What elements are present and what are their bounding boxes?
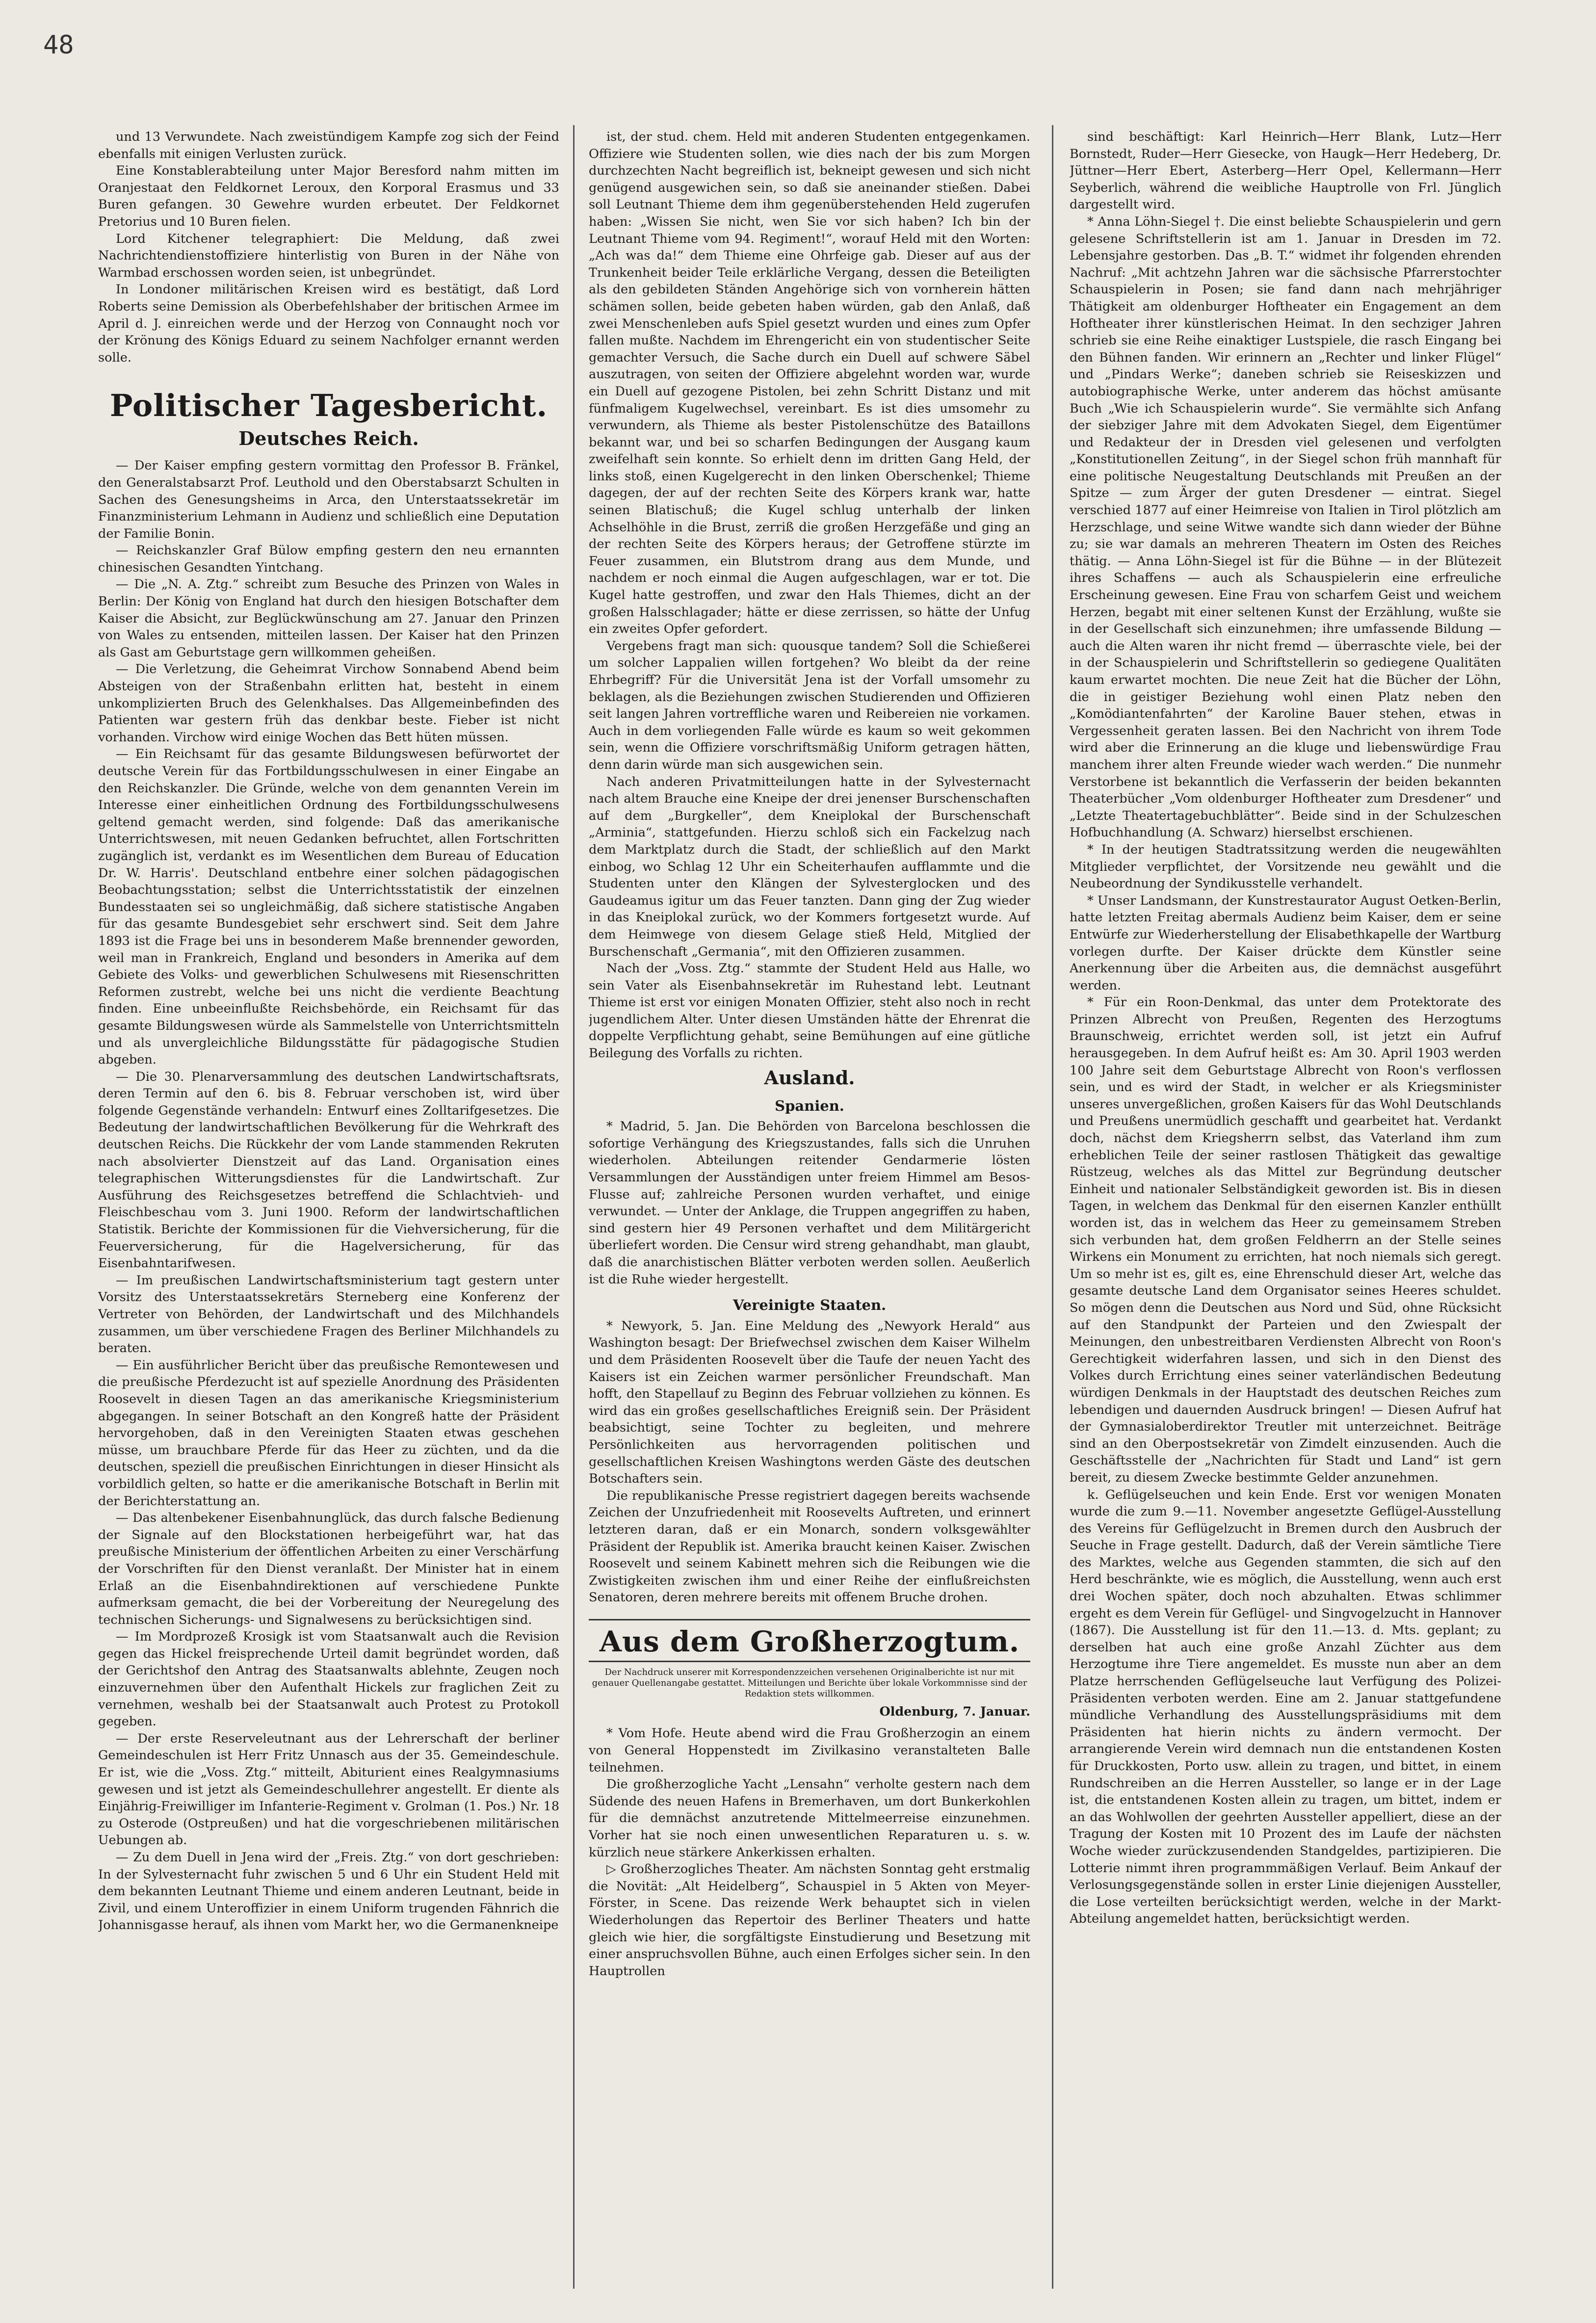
paragraph: In Londoner militärischen Kreisen wird es bestätigt, daß Lord Roberts seine Demission als Oberbefehlshaber der britischen Armee im April d. J. einreichen werde und der Herzog von Connaught noch vor der Krönung des Königs Eduard zu seinem Nachfolger ernannt werden solle. [98, 282, 559, 365]
paragraph: Vergebens fragt man sich: quousque tandem? Soll die Schießerei um solcher Lappalien willen fortgehen? Wo bleibt da der reine Ehrbegriff? Für die Universität Jena ist der Vorfall umsomehr zu beklagen, als die Beziehungen zwischen Studierenden und Offizieren seit langen Jahren vortreffliche waren und Reibereien nie vorkamen. Auch in dem vorliegenden Falle würde es kaum so weit gekommen sein, wenn die Offiziere vorschriftsmäßig Uniform getragen hätten, denn darin würde man sich ausgewichen sein. [589, 638, 1030, 772]
section-title: Politischer Tagesbericht. [109, 388, 548, 424]
subsection-title: Deutsches Reich. [238, 427, 419, 450]
column-1 [98, 129, 559, 2279]
paragraph: — Der erste Reserveleutnant aus der Lehrerschaft der berliner Gemeindeschulen ist Herr Fritz Unnasch aus der 35. Gemeindeschule. Er ist, wie die „Voss. Ztg.“ mitteilt, Abiturient eines Realgymnasiums gewesen und ist jetzt als Gemeindeschullehrer angestellt. Er diente als Einjährig-Freiwilliger im Infanterie-Regiment v. Grolman (1. Pos.) Nr. 18 zu Osterode (Ostpreußen) und hat die vorgeschriebenen militärischen Uebungen ab. [98, 1731, 559, 1848]
column-rule [1052, 125, 1053, 2289]
heading-spanien: Spanien. [775, 1097, 844, 1114]
page-number: 48 [43, 30, 74, 60]
paragraph: * In der heutigen Stadtratssitzung werden die neugewählten Mitglieder verpflichtet, der Vorsitzende neu gewählt und die Neubeordnung der Syndikusstelle verhandelt. [1070, 842, 1501, 891]
paragraph: * Madrid, 5. Jan. Die Behörden von Barcelona beschlossen die sofortige Verhängung des Kriegszustandes, falls sich die Unruhen wiederholen. Abteilungen reitender Gendarmerie lösten Versammlungen der Ausständigen unter freiem Himmel am Besos-Flusse auf; zahlreiche Personen wurden verhaftet, und einige verwundet. — Unter der Anklage, die Truppen angegriffen zu haben, sind gestern hier 49 Personen verhaftet und dem Militärgericht überliefert worden. Die Censur wird streng gehandhabt, man glaubt, daß die anarchistischen Blätter verboten werden sollen. Aeußerlich ist die Ruhe wieder hergestellt. [589, 1119, 1030, 1287]
section-grossherzogtum: Aus dem Großherzogtum. [599, 1624, 1020, 1658]
section-frame [589, 1619, 1030, 1662]
paragraph: ▷ Großherzogliches Theater. Am nächsten Sonntag geht erstmalig die Novität: „Alt Heidelberg“, Schauspiel in 5 Akten von Meyer-Förster, in Scene. Das reizende Werk behauptet sich in vielen Wiederholungen das Repertoir des Berliner Theaters und hatte gleich wie hier, die sorgfältigste Einstudierung und Besetzung mit einer anspruchsvollen Bühne, auch einen Erfolges sicher sein. In den Hauptrollen [589, 1862, 1030, 1979]
column-2 [589, 129, 1030, 2279]
reprint-note: Der Nachdruck unserer mit Korrespondenzzeichen versehenen Originalberichte ist nur mit genauer Quellenangabe gestattet. Mitteilungen und Berichte über lokale Vorkommnisse sind der Redaktion stets willkommen. [592, 1667, 1027, 1699]
paragraph: — Die 30. Plenarversammlung des deutschen Landwirtschaftsrats, deren Termin auf den 6. bis 8. Februar verschoben ist, wird über folgende Gegenstände verhandeln: Entwurf eines Zolltarifgesetzes. Die Bedeutung der landwirtschaftlichen Bevölkerung für die Wehrkraft des deutschen Reichs. Die Rückkehr der vom Lande stammenden Rekruten nach absolvierter Dienstzeit auf das Land. Organisation eines telegraphischen Witterungsdienstes für die Landwirtschaft. Zur Ausführung des Reichsgesetzes betreffend die Schlachtvieh- und Fleischbeschau vom 3. Juni 1900. Reform der landwirtschaftlichen Statistik. Berichte der Kommissionen für die Viehversicherung, für die Feuerversicherung, für die Hagelversicherung, für das Eisenbahntarifwesen. [98, 1069, 559, 1271]
paragraph: sind beschäftigt: Karl Heinrich—Herr Blank, Lutz—Herr Bornstedt, Ruder—Herr Giesecke, von Haugk—Herr Hedeberg, Dr. Jüttner—Herr Ebert, Asterberg—Herr Opel, Kellermann—Herr Seyberlich, während die weibliche Hauptrolle von Frl. Jünglich dargestellt wird. [1070, 130, 1501, 212]
paragraph: * Für ein Roon-Denkmal, das unter dem Protektorate des Prinzen Albrecht von Preußen, Regenten des Herzogtums Braunschweig, errichtet werden soll, ist jetzt ein Aufruf herausgegeben. In dem Aufruf heißt es: Am 30. April 1903 werden 100 Jahre seit dem Geburtstage Albrecht von Roon's verflossen sein, und es wird der Stadt, in welcher er als Kriegsminister unseres unvergeßlichen, großen Kaisers für das Wohl Deutschlands und Preußens unermüdlich geschafft und gearbeitet hat. Verdankt doch, nächst dem Kriegsherrn selbst, das Vaterland ihm zum erheblichen Teile der seiner rastlosen Thätigkeit das gewaltige Rüstzeug, welches als das Mittel zur Begründung deutscher Einheit und nationaler Selbständigkeit geworden ist. Bis in diesen Tagen, in welchem das Denkmal für den eisernen Kanzler enthüllt worden ist, das in welchem das Heer zu gemeinsamem Streben sich verbunden hat, dem großen Feldherrn an der Stelle seines Wirkens ein Monument zu errichten, hat noch niemals sich geregt. Um so mehr ist es, gilt es, eine Ehrenschuld dieser Art, welche das gesamte deutsche Land dem Organisator seines Heeres schuldet. So mögen denn die Deutschen aus Nord und Süd, ohne Rücksicht auf den Standpunkt der Parteien und den Zwiespalt der Meinungen, den unbestreitbaren Verdiensten Albrecht von Roon's Gerechtigkeit widerfahren lassen, und sich in den Dienst des Volkes durch Errichtung eines seiner vaterländischen Bedeutung würdigen Denkmals in der Hauptstadt des deutschen Reiches zum lebendigen und dauernden Ausdruck bringen! — Diesen Aufruf hat der Gymnasialoberdirektor Treutler mit unterzeichnet. Beiträge sind an den Oberpostsekretär von Zimdelt einzusenden. Auch die Geschäftsstelle der „Nachrichten für Stadt und Land“ ist gern bereit, zu diesem Zwecke bestimmte Gelder anzunehmen. [1070, 995, 1501, 1485]
paragraph: — Zu dem Duell in Jena wird der „Freis. Ztg.“ von dort geschrieben: In der Sylvesternacht fuhr zwischen 5 und 6 Uhr ein Student Held mit dem bekannten Leutnant Thieme und einem anderen Leutnant, beide in Zivil, und einem Unteroffizier in einem Uniform trugenden Fähnrich die Johannisgasse herauf, als ihnen vom Markt her, wo die Germanenkneipe [98, 1850, 559, 1933]
paragraph: * Vom Hofe. Heute abend wird die Frau Großherzogin an einem von General Hoppenstedt im Zivilkasino veranstalteten Balle teilnehmen. [589, 1726, 1030, 1775]
paragraph: * Unser Landsmann, der Kunstrestaurator August Oetken-Berlin, hatte letzten Freitag abermals Audienz beim Kaiser, dem er seine Entwürfe zur Wiederherstellung der Elisabethkapelle der Wartburg vorlegen durfte. Der Kaiser drückte dem Künstler seine Anerkennung über die Arbeiten aus, die demnächst ausgeführt werden. [1070, 893, 1501, 993]
paragraph: — Die Verletzung, die Geheimrat Virchow Sonnabend Abend beim Absteigen von der Straßenbahn erlitten hat, besteht in einem unkomplizierten Bruch des Gelenkhalses. Das Allgemeinbefinden des Patienten war gestern früh das denkbar beste. Fieber ist nicht vorhanden. Virchow wird einige Wochen das Bett hüten müssen. [98, 662, 559, 745]
paragraph: * Newyork, 5. Jan. Eine Meldung des „Newyork Herald“ aus Washington besagt: Der Briefwechsel zwischen dem Kaiser Wilhelm und dem Präsidenten Roosevelt über die Taufe der neuen Yacht des Kaisers ist ein Zeichen warmer persönlicher Freundschaft. Man hofft, den Stapellauf zu Beginn des Februar vollziehen zu können. Es wird das ein großes gesellschaftliches Ereigniß sein. Der Präsident beabsichtigt, seine Tochter zu begleiten, und mehrere Persönlichkeiten aus hervorragenden politischen und gesellschaftlichen Kreisen Washingtons werden Gäste des deutschen Botschafters sein. [589, 1318, 1030, 1487]
paragraph: Nach der „Voss. Ztg.“ stammte der Student Held aus Halle, wo sein Vater als Eisenbahnsekretär im Ruhestand lebt. Leutnant Thieme ist erst vor einigen Monaten Offizier, steht also noch in recht jugendlichem Alter. Unter diesen Umständen hätte der Ehrenrat die doppelte Verpflichtung gehabt, seine Bemühungen auf eine gütliche Beilegung des Vorfalls zu richten. [589, 961, 1030, 1061]
paragraph: Lord Kitchener telegraphiert: Die Meldung, daß zwei Nachrichtendienstoffiziere hinterlistig von Buren in der Nähe von Warmbad erschossen worden seien, ist unbegründet. [98, 231, 559, 280]
section-ausland: Ausland. [764, 1066, 855, 1089]
paragraph: Die republikanische Presse registriert dagegen bereits wachsende Zeichen der Unzufriedenheit mit Roosevelts Auftreten, und erinnert letzteren daran, daß er ein Monarch, sondern volksgewählter Präsident der Republik ist. Amerika braucht keinen Kaiser. Zwischen Roosevelt und seinem Kabinett mehren sich die Reibungen wie die Zwistigkeiten zwischen ihm und einer Reihe der einflußreichsten Senatoren, deren mehrere bereits mit offenem Bruche drohen. [589, 1488, 1030, 1605]
column-rule [573, 125, 575, 2289]
paragraph: — Im preußischen Landwirtschaftsministerium tagt gestern unter Vorsitz des Unterstaatssekretärs Sterneberg eine Konferenz der Vertreter von Behörden, der Landwirtschaft und des Milchhandels zusammen, um über verschiedene Fragen des Berliner Milchhandels zu beraten. [98, 1273, 559, 1356]
paragraph: — Die „N. A. Ztg.“ schreibt zum Besuche des Prinzen von Wales in Berlin: Der König von England hat durch den hiesigen Botschafter dem Kaiser die Absicht, zur Beglückwünschung am 27. Januar den Prinzen von Wales zu entsenden, mitteilen lassen. Der Kaiser hat den Prinzen als Gast am Geburtstage gern willkommen geheißen. [98, 577, 559, 660]
paragraph: * Anna Löhn-Siegel †. Die einst beliebte Schauspielerin und gern gelesene Schriftstellerin ist am 1. Januar in Dresden im 72. Lebensjahre gestorben. Das „B. T.“ widmet ihr folgenden ehrenden Nachruf: „Mit achtzehn Jahren war die sächsische Pfarrerstochter Schauspielerin in Posen; sie fand dann nach mehrjähriger Thätigkeit am oldenburger Hoftheater ein Engagement an dem Hoftheater ihrer künstlerischen Heimat. In den sechziger Jahren schrieb sie eine Reihe einaktiger Lustspiele, die rasch Eingang bei den Bühnen fanden. Wir erinnern an „Rechter und linker Flügel“ und „Pindars Werke“; daneben schrieb sie Reiseskizzen und autobiographische Werke, unter anderem das höchst amüsante Buch „Wie ich Schauspielerin wurde“. Sie vermählte sich Anfang der siebziger Jahre mit dem Advokaten Siegel, dem Eigentümer und Redakteur der in Dresden viel gelesenen und verfolgten „Konstitutionellen Zeitung“, in der Siegel schon früh mannhaft für eine politische Neugestaltung Deutschlands mit Preußen an der Spitze — zum Ärger der guten Dresdener — eintrat. Siegel verschied 1877 auf einer Heimreise von Italien in Tirol plötzlich am Herzschlage, und seine Witwe wandte sich dann wieder der Bühne zu; sie war damals an mehreren Theatern im Osten des Reiches thätig. — Anna Löhn-Siegel ist für die Bühne — in der Blütezeit ihres Schaffens — auch als Schauspielerin eine erfreuliche Erscheinung gewesen. Eine Frau von scharfem Geist und weichem Herzen, begabt mit einer seltenen Kunst der Erzählung, wußte sie in der Gesellschaft sich einzunehmen; ihre umfassende Bildung — auch die Alten waren ihr nicht fremd — überraschte viele, bei der in der Schauspielerin und Schriftstellerin so gediegene Qualitäten kaum erwartet mochten. Die neue Zeit hat die Bücher der Löhn, die in geistiger Beziehung wohl einen Platz neben den „Komödiantenfahrten“ der Karoline Bauer stehen, etwas in Vergessenheit geraten lassen. Bei den Nachricht von ihrem Tode wird aber die Erinnerung an die kluge und liebenswürdige Frau manchem ihrer alten Freunde wieder wach werden.“ Die nunmehr Verstorbene ist bekanntlich die Verfasserin der beiden bekannten Theaterbücher „Vom oldenburger Hoftheater zum Dresdener“ und „Letzte Theatertagebuchblätter“. Beide sind in der Schulzeschen Hofbuchhandlung (A. Schwarz) hierselbst erschienen. [1070, 214, 1501, 840]
paragraph: und 13 Verwundete. Nach zweistündigem Kampfe zog sich der Feind ebenfalls mit einigen Verlusten zurück. [98, 130, 559, 161]
paragraph: — Reichskanzler Graf Bülow empfing gestern den neu ernannten chinesischen Gesandten Yintchang. [98, 543, 559, 575]
paragraph: — Ein Reichsamt für das gesamte Bildungswesen befürwortet der deutsche Verein für das Fortbildungsschulwesen in einer Eingabe an den Reichskanzler. Die Gründe, welche von dem genannten Verein im Interesse einer einheitlichen Ordnung des Fortbildungsschulwesens geltend gemacht werden, sind folgende: Daß das amerikanische Unterrichtswesen, mit neuen Gedanken befruchtet, allen Fortschritten zugänglich ist, verdankt es im Wesentlichen dem Bureau of Education Dr. W. Harris'. Deutschland entbehre einer solchen pädagogischen Beobachtungsstation; selbst die Unterrichtsstatistik der einzelnen Bundesstaaten sei so ungleichmäßig, daß sichere statistische Angaben für das gesamte Bundesgebiet sehr erschwert sind. Seit dem Jahre 1893 ist die Frage bei uns in besonderem Maße brennender geworden, weil man in Frankreich, England und besonders in Amerika auf dem Gebiete des Volks- und gewerblichen Schulwesens mit Riesenschritten Reformen zustrebt, welche bei uns nicht die verdiente Beachtung finden. Eine unbeeinflußte Reichsbehörde, ein Reichsamt für das gesamte Bildungswesen würde als Sammelstelle von Unterrichtsmitteln und als unvergleichliche Bildungsstätte für pädagogische Studien abgeben. [98, 747, 559, 1068]
paragraph: Die großherzogliche Yacht „Lensahn“ verholte gestern nach dem Südende des neuen Hafens in Bremerhaven, um dort Bunkerkohlen für die demnächst anzutretende Mittelmeerreise einzunehmen. Vorher hat sie noch einen unwesentlichen Reparaturen u. s. w. kürzlich neue stärkere Ankerkissen erhalten. [589, 1777, 1030, 1860]
paragraph: — Ein ausführlicher Bericht über das preußische Remontewesen und die preußische Pferdezucht ist auf spezielle Anordnung des Präsidenten Roosevelt in diesen Tagen an das amerikanische Kriegsministerium abgegangen. In seiner Botschaft an den Kongreß hatte der Präsident hervorgehoben, daß in den Vereinigten Staaten etwas geschehen müsse, um brauchbare Pferde für das Heer zu züchten, und da die deutschen, speziell die preußischen Einrichtungen in dieser Hinsicht als vorbildlich gelten, so hatte er die amerikanische Botschaft in Berlin mit der Berichterstattung an. [98, 1357, 559, 1509]
paragraph: — Im Mordprozeß Krosigk ist vom Staatsanwalt auch die Revision gegen das Hickel freisprechende Urteil damit begründet worden, daß der Gerichtshof den Antrag des Staatsanwalts ablehnte, Zeugen noch einzuvernehmen über den Aufenthalt Hickels zur fraglichen Zeit zu vernehmen, weshalb bei der Staatsanwalt auch Protest zu Protokoll gegeben. [98, 1629, 559, 1729]
column-3 [1070, 129, 1501, 2279]
dateline: Oldenburg, 7. Januar. [879, 1704, 1030, 1719]
heading-vereinigte-staaten: Vereinigte Staaten. [733, 1297, 887, 1314]
paragraph: — Der Kaiser empfing gestern vormittag den Professor B. Fränkel, den Generalstabsarzt Prof. Leuthold und den Oberstabsarzt Schulten in Sachen des Genesungsheims in Arca, den Unterstaatssekretär im Finanzministerium Lehmann in Audienz und schließlich eine Deputation der Familie Bonin. [98, 458, 559, 541]
paragraph: Nach anderen Privatmitteilungen hatte in der Sylvesternacht nach altem Brauche eine Kneipe der drei jenenser Burschenschaften auf dem „Burgkeller“, dem Kneiplokal der Burschenschaft „Arminia“, stattgefunden. Hierzu schloß sich ein Fackelzug nach dem Marktplatz durch die Stadt, der schließlich auf den Markt einbog, wo Schlag 12 Uhr ein Scheiterhaufen aufflammte und die Studenten unter den Klängen der Sylvesterglocken und des Gaudeamus igitur um das Feuer tanzten. Dann ging der Zug wieder in das Kneiplokal zurück, wo der Kommers fortgesetzt wurde. Auf dem Heimwege von diesem Gelage stieß Held, Mitglied der Burschenschaft „Germania“, mit den Offizieren zusammen. [589, 774, 1030, 959]
paragraph: k. Geflügelseuchen und kein Ende. Erst vor wenigen Monaten wurde die zum 9.—11. November angesetzte Geflügel-Ausstellung des Vereins für Geflügelzucht in Bremen durch den Ausbruch der Seuche in Frage gestellt. Dadurch, daß der Verein sämtliche Tiere des Marktes, welche aus Gegenden stammten, die sich auf den Herd beschränkte, wie es möglich, die Ausstellung, wenn auch erst drei Wochen später, doch noch abzuhalten. Etwas schlimmer ergeht es dem Verein für Geflügel- und Singvogelzucht in Hannover (1867). Die Ausstellung ist für den 11.—13. d. Mts. geplant; zu derselben hat auch eine große Anzahl Züchter aus dem Herzogtume ihre Tiere angemeldet. Es musste nun aber an dem Platze herrschenden Geflügelseuche laut Verfügung des Polizei-Präsidenten verboten werden. Eine am 2. Januar stattgefundene mündliche Verhandlung des Ausstellungspräsidiums mit dem Präsidenten hat hierin nichts zu ändern vermocht. Der arrangierende Verein wird demnach nun die entstandenen Kosten für Druckkosten, Porto usw. allein zu tragen, und bittet, in einem Rundschreiben an die Herren Aussteller, so lange er in der Lage ist, die entstandenen Kosten allein zu tragen, um bittet, indem er an das Wohlwollen der geehrten Aussteller appelliert, diese an der Tragung der Kosten mit 10 Prozent des im Laufe der nächsten Woche wieder zurückzusendenden Standgeldes, partizipieren. Die Lotterie nimmt ihren programmmäßigen Verlauf. Beim Ankauf der Verlosungsgegenstände sollen in erster Linie diejenigen Aussteller, die Lose verteilten berücksichtigt werden, welche in der Markt-Abteilung angemeldet hatten, berücksichtigt werden. [1070, 1487, 1501, 1927]
paragraph: ist, der stud. chem. Held mit anderen Studenten entgegenkamen. Offiziere wie Studenten sollen, wie dies nach der bis zum Morgen durchzechten Nacht begreiflich ist, bekneipt gewesen und sich nicht genügend ausgewichen sein, so daß sie aneinander stießen. Dabei soll Leutnant Thieme dem ihm gegenüberstehenden Held zugerufen haben: „Wissen Sie nicht, wen Sie vor sich haben? Ich bin der Leutnant Thieme vom 94. Regiment!“, worauf Held mit den Worten: „Ach was da!“ dem Thieme eine Ohrfeige gab. Dieser auf aus der Trunkenheit beider Teile erklärliche Vergang, dessen die Beteiligten als den gebildeten Ständen Angehörige sich von vornherein hätten schämen sollen, beide gebeten haben würden, gab den Anlaß, daß zwei Menschenleben aufs Spiel gesetzt wurden und eines zum Opfer fallen mußte. Nachdem im Ehrengericht ein von studentischer Seite gemachter Versuch, die Sache durch ein Duell auf schwere Säbel auszutragen, von seiten der Offiziere abgelehnt worden war, wurde ein Duell auf gezogene Pistolen, bei zehn Schritt Distanz und mit fünfmaligem Kugelwechsel, vereinbart. Es ist dies umsomehr zu verwundern, als Thieme als bester Pistolenschütze des Bataillons bekannt war, und bei so scharfen Bedingungen der Ausgang kaum zweifelhaft sein konnte. So erhielt denn im dritten Gang Held, der links stoß, einen Kugelgerecht in den linken Oberschenkel; Thieme dagegen, der auf der rechten Seite des Körpers krank war, hatte seinen Blatischuß; die Kugel schlug unterhalb der linken Achselhöhle in die Brust, zerriß die großen Herzgefäße und ging an der rechten Seite des Körpers heraus; der Getroffene stürzte im Feuer zusammen, ein Blutstrom drang aus dem Munde, und nachdem er noch einmal die Augen aufgeschlagen, war er tot. Die Kugel hatte gestroffen, und zwar den Hals Thiemes, dicht an der großen Halsschlagader; hätte er diese zerrissen, so hätte der Unfug ein zweites Opfer gefordert. [589, 130, 1030, 637]
paragraph: — Das altenbekener Eisenbahnunglück, das durch falsche Bedienung der Signale auf den Blockstationen herbeigeführt war, hat das preußische Ministerium der öffentlichen Arbeiten zu einer Verschärfung der Vorschriften für den Dienst veranlaßt. Der Minister hat in einem Erlaß an die Eisenbahndirektionen auf verschiedene Punkte aufmerksam gemacht, die bei der Vorbereitung der Neuregelung des technischen Sicherungs- und Signalwesens zu berücksichtigen sind. [98, 1511, 559, 1627]
paragraph: Eine Konstablerabteilung unter Major Beresford nahm mitten im Oranjestaat den Feldkornet Leroux, den Korporal Erasmus und 33 Buren gefangen. 30 Gewehre wurden erbeutet. Der Feldkornet Pretorius und 10 Buren fielen. [98, 163, 559, 229]
